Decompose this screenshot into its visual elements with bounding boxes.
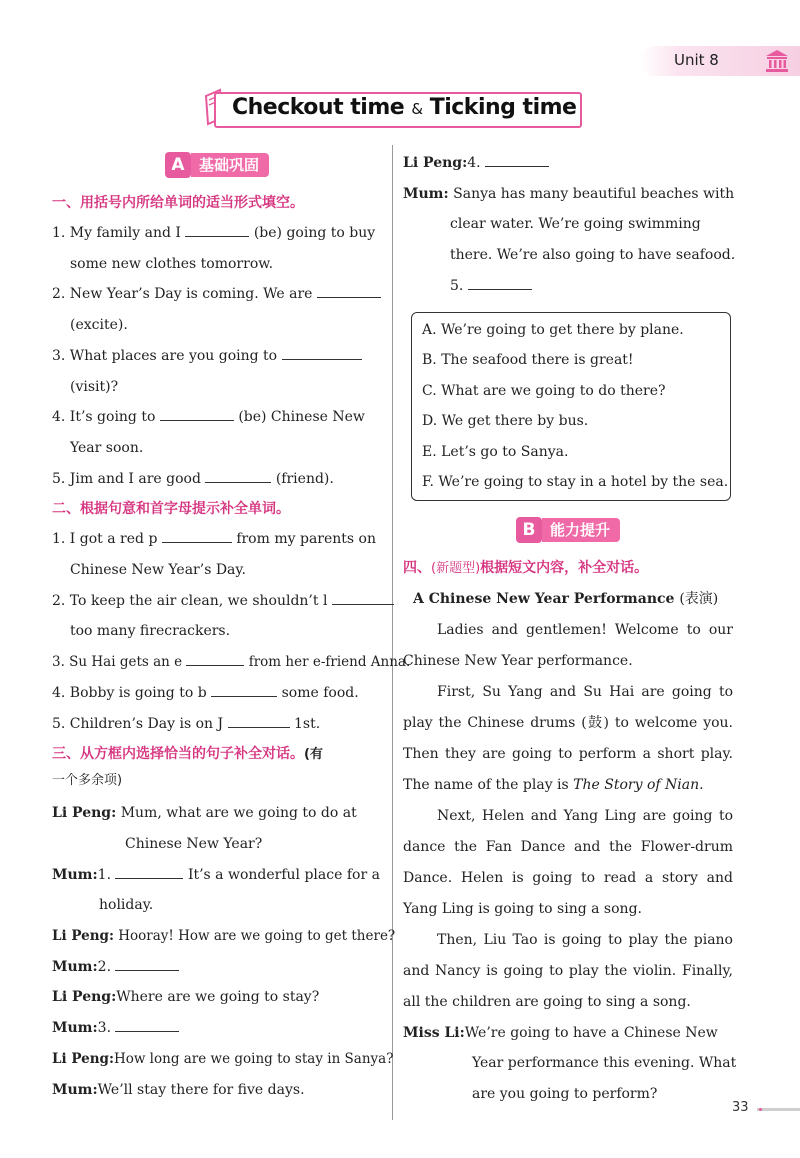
exercise-item: 2. New Year’s Day is coming. We are	[52, 279, 382, 310]
exercise-item-cont: too many firecrackers.	[70, 623, 231, 640]
column-divider	[392, 145, 393, 1120]
page-line	[757, 1108, 800, 1111]
exercise-item: 1. My family and I (be) going to buy	[52, 218, 382, 249]
part1-heading: 一、用括号内所给单词的适当形式填空。	[52, 195, 304, 211]
answer-blank[interactable]	[115, 864, 183, 879]
left-column	[52, 148, 411, 1105]
exercise-item-cont: some new clothes tomorrow.	[70, 255, 274, 272]
story-title: A Chinese New Year Performance (表演)	[413, 590, 719, 607]
answer-blank[interactable]	[211, 682, 277, 697]
dialog-line: Li Peng:Where are we going to stay?	[52, 989, 320, 1006]
option-item: E. Let’s go to Sanya.	[422, 443, 569, 460]
option-item: D. We get there by bus.	[422, 413, 589, 430]
story-paragraph: Next, Helen and Yang Ling are going to dance the Fan Dance and the Flower-drum Dance. Helen is going to read a story and Yang Ling is going to sing a song.	[403, 807, 733, 917]
dialog-line-cont: holiday.	[99, 897, 154, 914]
exercise-item: 3. What places are you going to	[52, 341, 382, 372]
section-b-label: 能力提升	[542, 518, 620, 542]
dialog-line: Li Peng: Hooray! How are we going to get there?	[52, 928, 396, 945]
exercise-item: 3. Su Hai gets an e from her e-friend Anna.	[52, 647, 382, 678]
dialog-line: Mum:3.	[52, 1013, 382, 1044]
answer-blank[interactable]	[282, 345, 362, 360]
page-title	[200, 88, 580, 128]
exercise-item: 4. It’s going to (be) Chinese New	[52, 402, 382, 433]
option-item: C. What are we going to do there?	[422, 382, 666, 399]
answer-blank[interactable]	[115, 1017, 179, 1032]
options-box	[411, 312, 731, 501]
answer-blank[interactable]	[186, 651, 244, 666]
dialog-line-cont: Chinese New Year?	[125, 835, 263, 852]
building-icon	[764, 48, 790, 78]
part2-heading: 二、根据句意和首字母提示补全单词。	[52, 501, 290, 518]
answer-blank[interactable]	[185, 222, 249, 237]
section-a-letter: A	[165, 152, 191, 178]
story-paragraph: Then, Liu Tao is going to play the piano and Nancy is going to play the violin. Finally, all the children are going to sing a song.	[403, 931, 733, 1010]
dialog-line-cont: clear water. We’re going swimming	[450, 216, 701, 233]
dialog-line: Mum:We’ll stay there for five days.	[52, 1081, 305, 1098]
dialog-line: Miss Li:We’re going to have a Chinese New	[403, 1024, 718, 1041]
dialog-line: Mum:2.	[52, 952, 382, 983]
dialog-line: Mum: Sanya has many beautiful beaches with	[403, 185, 735, 202]
exercise-item-cont: Chinese New Year’s Day.	[70, 562, 246, 579]
dialog-line-cont: 5.	[403, 271, 733, 302]
exercise-item: 4. Bobby is going to b some food.	[52, 678, 382, 709]
part3-heading-cont: 一个多余项)	[52, 773, 123, 789]
part3-heading: 三、从方框内选择恰当的句子补全对话。(有	[52, 746, 323, 763]
dialog-line: Mum:1. It’s a wonderful place for a	[52, 860, 382, 891]
exercise-item-cont: (excite).	[70, 317, 128, 334]
title-rest: Ticking time	[429, 95, 577, 120]
option-item: B. The seafood there is great!	[422, 352, 634, 369]
section-a-banner	[52, 150, 382, 180]
dialog-line-cont: are you going to perform?	[472, 1085, 658, 1102]
part4-heading: 四、(新题型)根据短文内容，补全对话。	[403, 559, 649, 576]
answer-blank[interactable]	[205, 468, 271, 483]
story-paragraph: Ladies and gentlemen! Welcome to our Chinese New Year performance.	[403, 621, 733, 669]
exercise-item: 1. I got a red p from my parents on	[52, 524, 382, 555]
exercise-item-cont: (visit)?	[70, 378, 119, 395]
exercise-item-cont: Year soon.	[70, 439, 144, 456]
title-main: Checkout time	[232, 95, 405, 120]
option-item: F. We’re going to stay in a hotel by the sea.	[422, 474, 729, 491]
answer-blank[interactable]	[115, 956, 179, 971]
title-text	[232, 95, 576, 120]
answer-blank[interactable]	[332, 590, 394, 605]
page-number: 33	[732, 1100, 749, 1115]
answer-blank[interactable]	[317, 283, 381, 298]
dialog-line: Li Peng:4.	[403, 148, 733, 179]
unit-label: Unit 8	[674, 51, 719, 69]
section-b-banner	[403, 515, 733, 545]
dialog-line-cont: Year performance this evening. What	[472, 1055, 737, 1072]
answer-blank[interactable]	[485, 152, 549, 167]
unit-tab	[640, 46, 800, 76]
exercise-item: 5. Jim and I are good (friend).	[52, 464, 382, 495]
right-column	[403, 148, 737, 1110]
option-item: A. We’re going to get there by plane.	[422, 321, 684, 338]
dialog-line-cont: there. We’re also going to have seafood.	[450, 247, 736, 264]
answer-blank[interactable]	[468, 275, 532, 290]
exercise-item: 5. Children’s Day is on J 1st.	[52, 709, 382, 740]
answer-blank[interactable]	[228, 713, 290, 728]
page-dot	[759, 1108, 762, 1111]
answer-blank[interactable]	[160, 406, 234, 421]
title-amp: &	[411, 100, 423, 118]
dialog-line: Li Peng:How long are we going to stay in Sanya?	[52, 1050, 394, 1067]
section-b-letter: B	[516, 517, 542, 543]
story-paragraph: First, Su Yang and Su Hai are going to play the Chinese drums (鼓) to welcome you. Then they are going to perform a short play. The name of the play is The Story of Nian.	[403, 683, 734, 793]
exercise-item: 2. To keep the air clean, we shouldn’t l	[52, 586, 382, 617]
answer-blank[interactable]	[162, 528, 232, 543]
dialog-line: Li Peng: Mum, what are we going to do at	[52, 805, 357, 822]
section-a-label: 基础巩固	[191, 153, 269, 177]
